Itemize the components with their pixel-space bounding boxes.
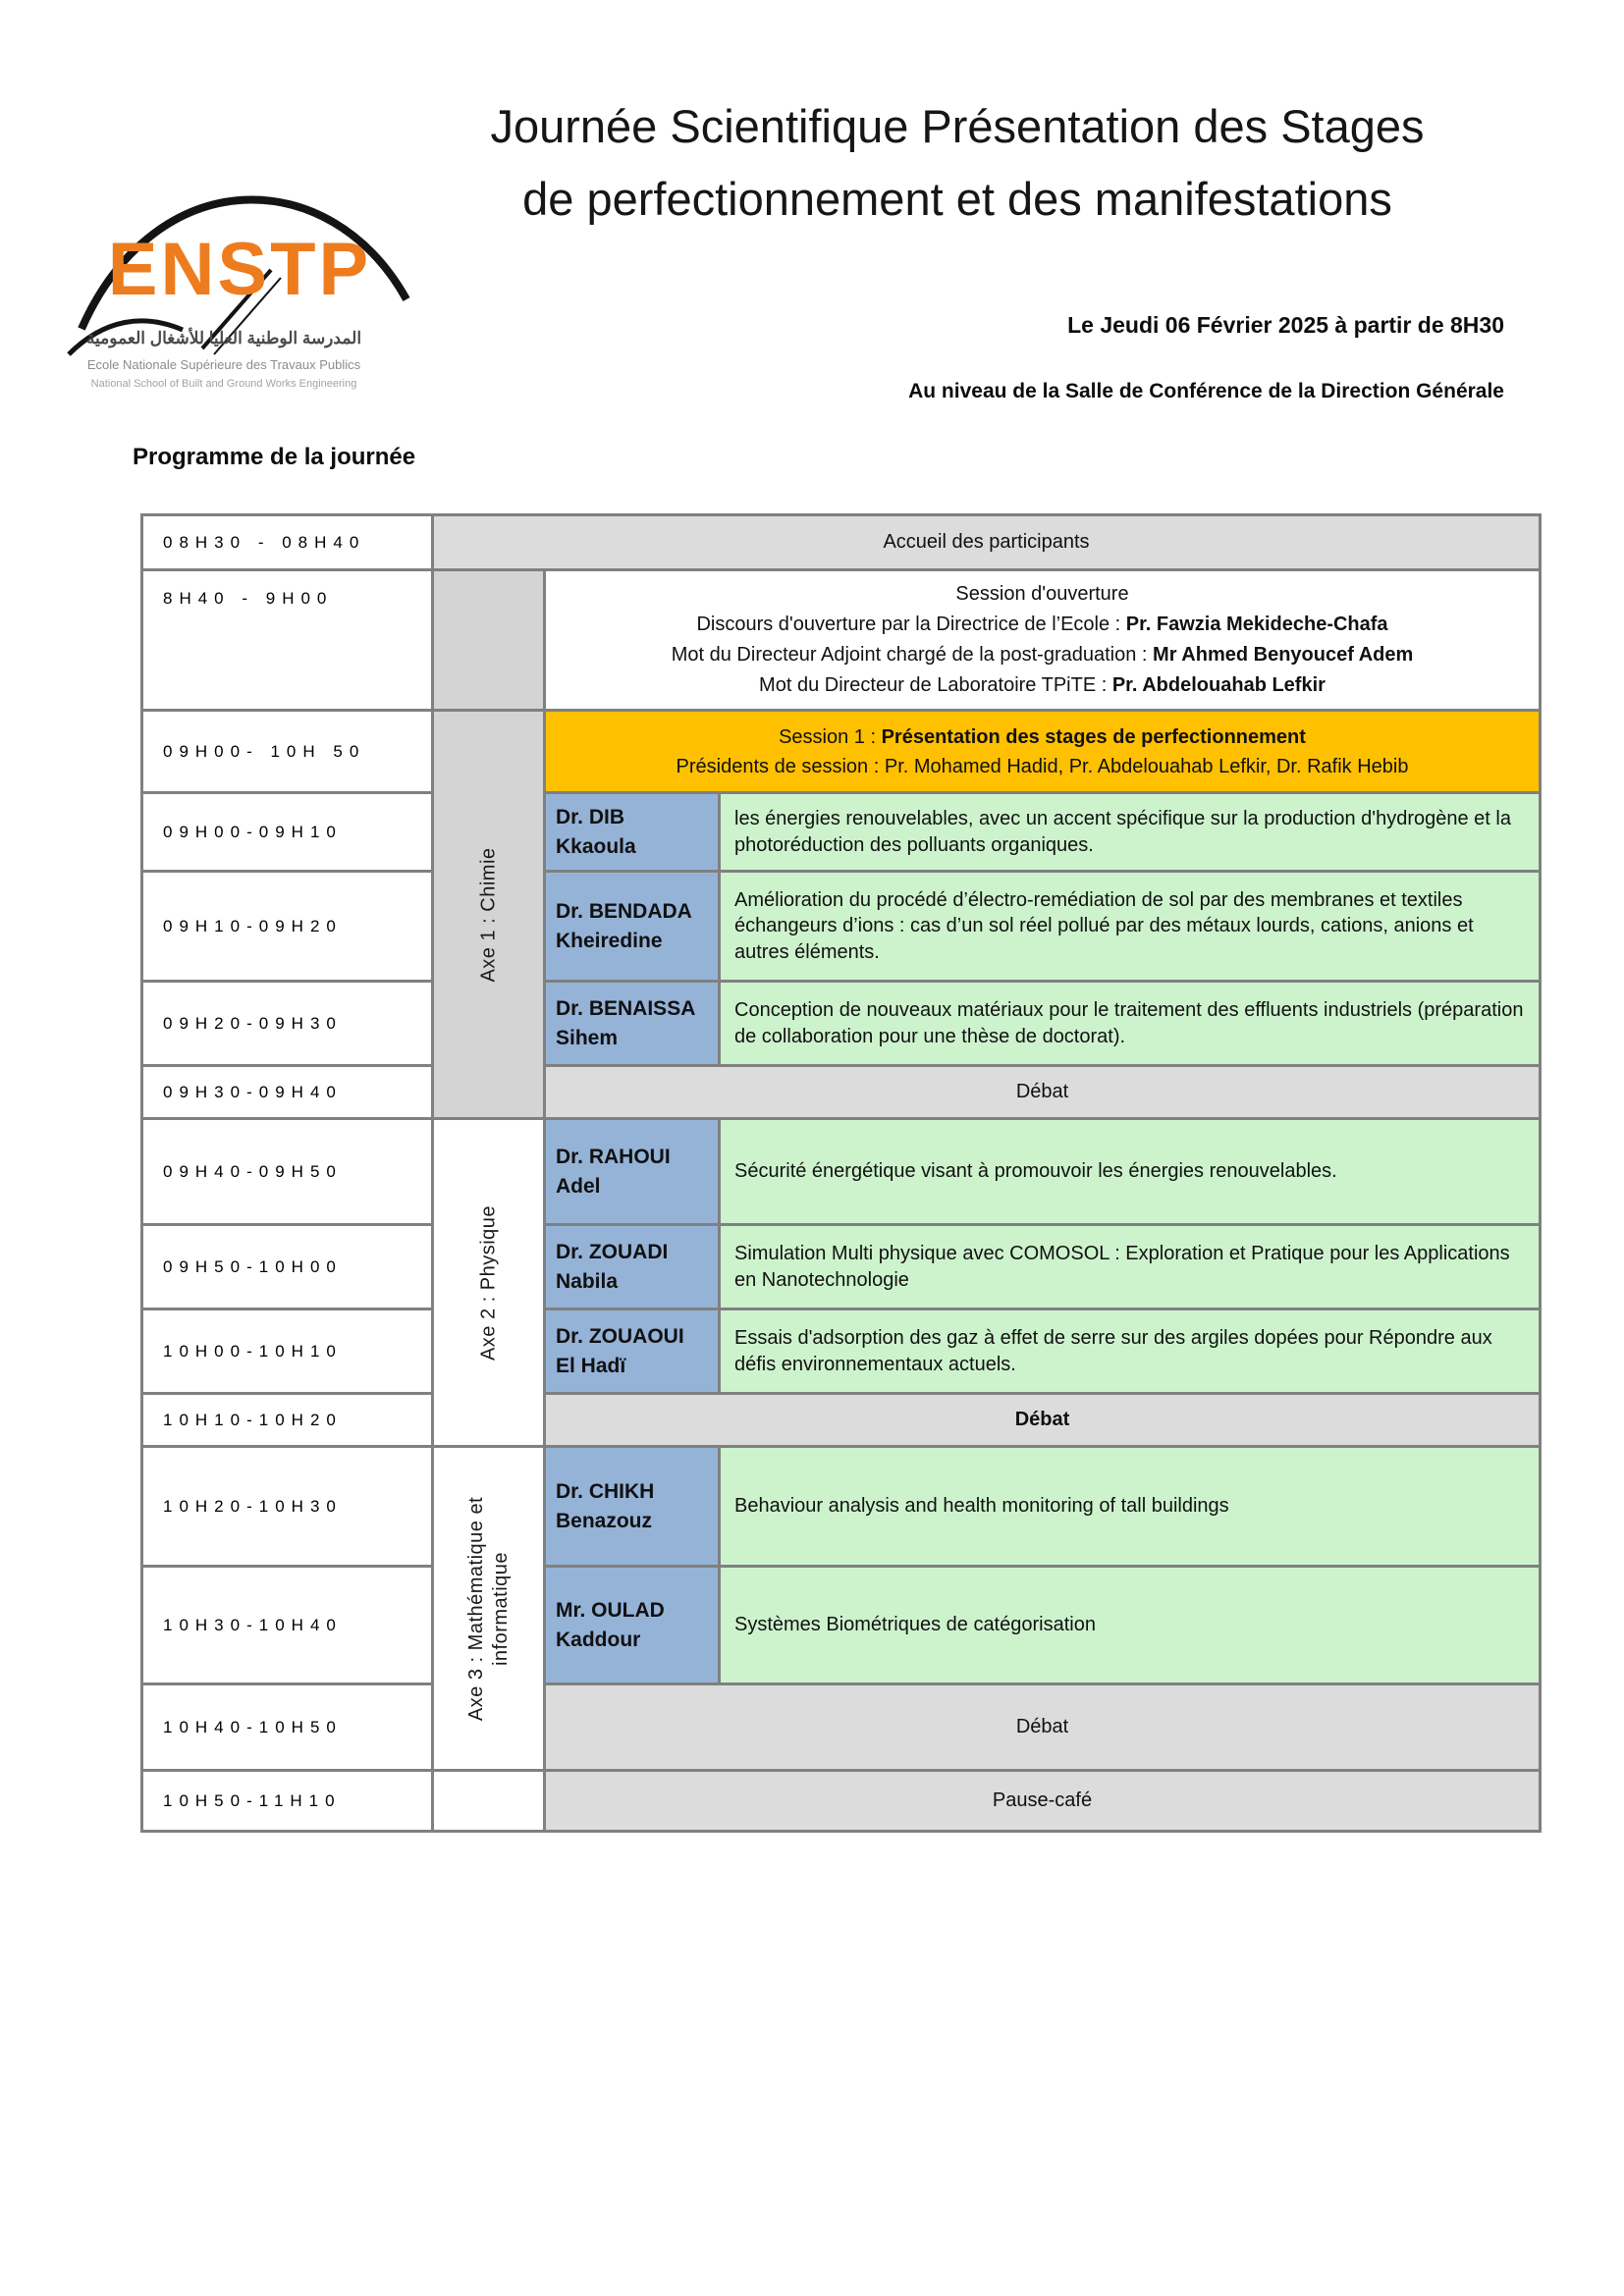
speaker-name: Mr. OULAD — [556, 1599, 665, 1623]
speaker-cell — [545, 982, 720, 1066]
speaker-name: Adel — [556, 1174, 601, 1198]
time-cell: 10H30-10H40 — [142, 1567, 433, 1684]
time-cell: 10H50-11H10 — [142, 1771, 433, 1832]
table-row — [142, 711, 1541, 793]
opening-line-prefix: Mot du Directeur Adjoint chargé de la post-graduation : — [671, 644, 1154, 666]
speaker-name: Kaddour — [556, 1628, 641, 1651]
speaker-name: Sihem — [556, 1026, 619, 1049]
debat-cell: Débat — [545, 1684, 1541, 1771]
table-row — [142, 515, 1541, 570]
table-row — [142, 1394, 1541, 1447]
speaker-cell — [545, 1309, 720, 1394]
speaker-name: Dr. RAHOUI — [556, 1146, 671, 1169]
session-1-presidents: Présidents de session : Pr. Mohamed Hadid, Pr. Abdelouahab Lefkir, Dr. Rafik Hebib — [676, 755, 1409, 777]
axe-3-cell — [433, 1447, 545, 1771]
speaker-name: Dr. ZOUADI — [556, 1241, 669, 1264]
time-cell: 09H20-09H30 — [142, 982, 433, 1066]
time-cell: 10H00-10H10 — [142, 1309, 433, 1394]
topic-cell: Simulation Multi physique avec COMOSOL : Exploration et Pratique pour les Applications en Nanotechnologie — [720, 1225, 1541, 1309]
table-row — [142, 982, 1541, 1066]
axe-1-cell — [433, 711, 545, 1119]
schedule-table — [140, 513, 1542, 1833]
speaker-cell — [545, 1119, 720, 1225]
table-row — [142, 1225, 1541, 1309]
opening-session-cell — [545, 570, 1541, 711]
session-1-title — [562, 722, 1523, 752]
program-heading: Programme de la journée — [133, 444, 416, 470]
table-row — [142, 1447, 1541, 1567]
speaker-name: Dr. ZOUAOUI — [556, 1325, 684, 1349]
opening-line-name: Pr. Abdelouahab Lefkir — [1111, 674, 1326, 696]
table-row — [142, 570, 1541, 711]
opening-line — [562, 670, 1523, 701]
speaker-name: El Hadï — [556, 1354, 626, 1377]
page-title-line2: de perfectionnement et des manifestations — [522, 173, 1392, 225]
axe-2-cell — [433, 1119, 545, 1447]
topic-cell: les énergies renouvelables, avec un accent spécifique sur la production d'hydrogène et la photoréduction des polluants organiques. — [720, 793, 1541, 872]
axe-1-label: Axe 1 : Chimie — [477, 846, 499, 983]
table-row — [142, 872, 1541, 982]
table-row — [142, 793, 1541, 872]
table-row — [142, 1066, 1541, 1119]
topic-cell: Sécurité énergétique visant à promouvoir les énergies renouvelables. — [720, 1119, 1541, 1225]
axe-2-label: Axe 2 : Physique — [477, 1204, 499, 1361]
logo-english-name: National School of Built and Ground Works Engineering — [90, 378, 357, 390]
table-row — [142, 1771, 1541, 1832]
opening-line — [562, 640, 1523, 670]
time-cell: 09H50-10H00 — [142, 1225, 433, 1309]
opening-line-name: Pr. Fawzia Mekideche-Chafa — [1125, 614, 1388, 635]
spacer-cell — [433, 570, 545, 711]
table-row — [142, 1309, 1541, 1394]
debat-cell: Débat — [545, 1394, 1541, 1447]
table-row — [142, 1684, 1541, 1771]
event-date: Le Jeudi 06 Février 2025 à partir de 8H30 — [1067, 312, 1504, 338]
speaker-cell — [545, 793, 720, 872]
page-title-line1: Journée Scientifique Présentation des Stages — [490, 100, 1425, 152]
time-cell: 09H00-09H10 — [142, 793, 433, 872]
topic-cell: Systèmes Biométriques de catégorisation — [720, 1567, 1541, 1684]
time-cell: 10H40-10H50 — [142, 1684, 433, 1771]
logo-french-name: Ecole Nationale Supérieure des Travaux Publics — [86, 357, 361, 372]
table-row — [142, 1567, 1541, 1684]
table-row — [142, 1119, 1541, 1225]
time-cell: 08H30 - 08H40 — [142, 515, 433, 570]
topic-cell: Conception de nouveaux matériaux pour le traitement des effluents industriels (préparation de collaboration pour une thèse de doctorat). — [720, 982, 1541, 1066]
time-cell: 10H20-10H30 — [142, 1447, 433, 1567]
speaker-name: Kkaoula — [556, 834, 636, 858]
opening-session-title: Session d'ouverture — [955, 583, 1129, 605]
speaker-cell — [545, 1225, 720, 1309]
opening-line — [562, 610, 1523, 640]
speaker-name: Kheiredine — [556, 929, 663, 952]
axe-3-label: Axe 3 : Mathématique et informatique — [464, 1496, 512, 1721]
topic-cell: Amélioration du procédé d’électro-remédiation de sol par des membranes et textiles échangeurs d’ions : cas d’un sol réel pollué par des métaux lourds, cations, anions et autres éléments. — [720, 872, 1541, 982]
debat-cell: Débat — [545, 1066, 1541, 1119]
opening-line-prefix: Discours d'ouverture par la Directrice de l’Ecole : — [696, 614, 1126, 635]
time-cell: 09H40-09H50 — [142, 1119, 433, 1225]
session-1-prefix: Session 1 : — [779, 725, 882, 748]
speaker-name: Dr. BENAISSA — [556, 997, 696, 1021]
event-meta — [522, 312, 1504, 403]
opening-line-name: Mr Ahmed Benyoucef Adem — [1153, 644, 1414, 666]
spacer-cell — [433, 1771, 545, 1832]
speaker-name: Dr. BENDADA — [556, 900, 692, 924]
time-cell: 09H10-09H20 — [142, 872, 433, 982]
speaker-name: Dr. CHIKH — [556, 1480, 655, 1504]
enstp-logo — [67, 180, 415, 391]
event-venue: Au niveau de la Salle de Conférence de la Direction Générale — [908, 380, 1504, 402]
speaker-cell — [545, 872, 720, 982]
speaker-cell — [545, 1447, 720, 1567]
logo-acronym: ENSTP — [107, 228, 372, 311]
topic-cell: Essais d'adsorption des gaz à effet de serre sur des argiles dopées pour Répondre aux défis environnementaux actuels. — [720, 1309, 1541, 1394]
opening-line-prefix: Mot du Directeur de Laboratoire TPiTE : — [759, 674, 1112, 696]
time-cell: 10H10-10H20 — [142, 1394, 433, 1447]
speaker-name: Nabila — [556, 1269, 619, 1293]
session-1-header-cell — [545, 711, 1541, 793]
speaker-name: Dr. DIB — [556, 806, 625, 829]
speaker-name: Benazouz — [556, 1509, 653, 1532]
time-cell: 09H30-09H40 — [142, 1066, 433, 1119]
session-1-title-bold: Présentation des stages de perfectionnement — [881, 725, 1306, 748]
logo-arabic-name: المدرسة الوطنية العليا للأشغال العمومية — [85, 329, 362, 347]
topic-cell: Behaviour analysis and health monitoring of tall buildings — [720, 1447, 1541, 1567]
time-cell: 8H40 - 9H00 — [142, 570, 433, 711]
speaker-cell — [545, 1567, 720, 1684]
time-cell: 09H00- 10H 50 — [142, 711, 433, 793]
accueil-cell: Accueil des participants — [433, 515, 1541, 570]
pause-cell: Pause-café — [545, 1771, 1541, 1832]
page-title — [378, 90, 1537, 236]
